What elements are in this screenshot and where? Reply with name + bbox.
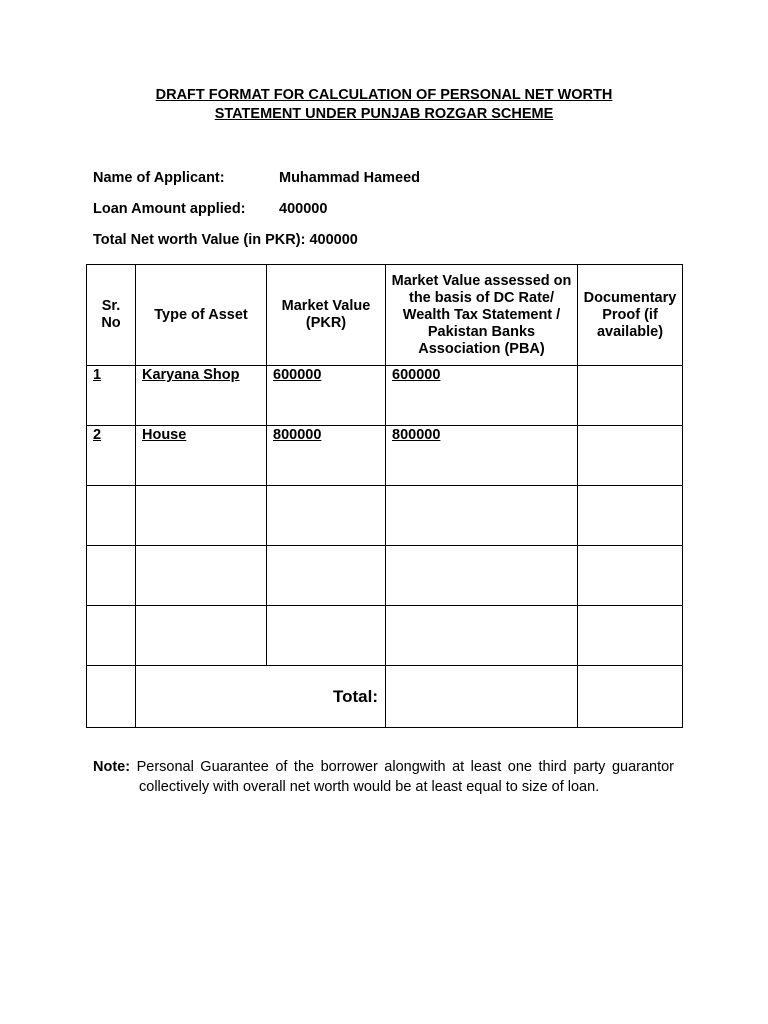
- row-sr-no: 1: [93, 367, 102, 383]
- title-line-1: DRAFT FORMAT FOR CALCULATION OF PERSONAL NET WORTH: [155, 87, 613, 103]
- note-paragraph: [93, 758, 674, 797]
- applicant-name-row: [93, 169, 421, 187]
- total-label: Total:: [136, 666, 386, 728]
- header-market-value: Market Value (PKR): [267, 265, 386, 366]
- net-worth-row: [93, 231, 358, 249]
- row-assessed-value: 800000: [392, 427, 441, 443]
- net-worth-value: 400000: [309, 232, 358, 248]
- header-type-of-asset: Type of Asset: [136, 265, 267, 366]
- header-sr-no: Sr. No: [87, 265, 136, 366]
- total-assessed-cell: [386, 666, 578, 728]
- net-worth-label: Total Net worth Value (in PKR):: [93, 232, 306, 248]
- title-line-2: STATEMENT UNDER PUNJAB ROZGAR SCHEME: [214, 106, 554, 122]
- loan-amount-value: 400000: [279, 201, 328, 217]
- document-title: [0, 86, 768, 124]
- note-text: Personal Guarantee of the borrower alongwith at least one third party guarantor collectively with overall net worth would be at least equal to size of loan.: [136, 759, 675, 795]
- applicant-name-label: Name of Applicant:: [93, 170, 225, 186]
- asset-table: [86, 264, 683, 728]
- loan-amount-label: Loan Amount applied:: [93, 201, 246, 217]
- row-proof: [578, 426, 682, 427]
- header-assessed-value: Market Value assessed on the basis of DC Rate/ Wealth Tax Statement / Pakistan Banks Association (PBA): [386, 265, 578, 366]
- row-market-value: 600000: [273, 367, 322, 383]
- empty-table-row: [87, 606, 683, 666]
- row-proof: [578, 366, 682, 367]
- total-proof-cell: [578, 666, 683, 728]
- row-sr-no: 2: [93, 427, 102, 443]
- total-row: [87, 666, 683, 728]
- table-row: [87, 426, 683, 486]
- row-asset-type: House: [142, 427, 187, 443]
- row-assessed-value: 600000: [392, 367, 441, 383]
- header-documentary-proof: Documentary Proof (if available): [578, 265, 683, 366]
- applicant-name-value: Muhammad Hameed: [279, 170, 421, 186]
- empty-table-row: [87, 486, 683, 546]
- row-asset-type: Karyana Shop: [142, 367, 240, 383]
- table-header-row: [87, 265, 683, 366]
- empty-table-row: [87, 546, 683, 606]
- loan-amount-row: [93, 200, 328, 218]
- row-market-value: 800000: [273, 427, 322, 443]
- table-row: [87, 366, 683, 426]
- note-label: Note:: [93, 759, 131, 775]
